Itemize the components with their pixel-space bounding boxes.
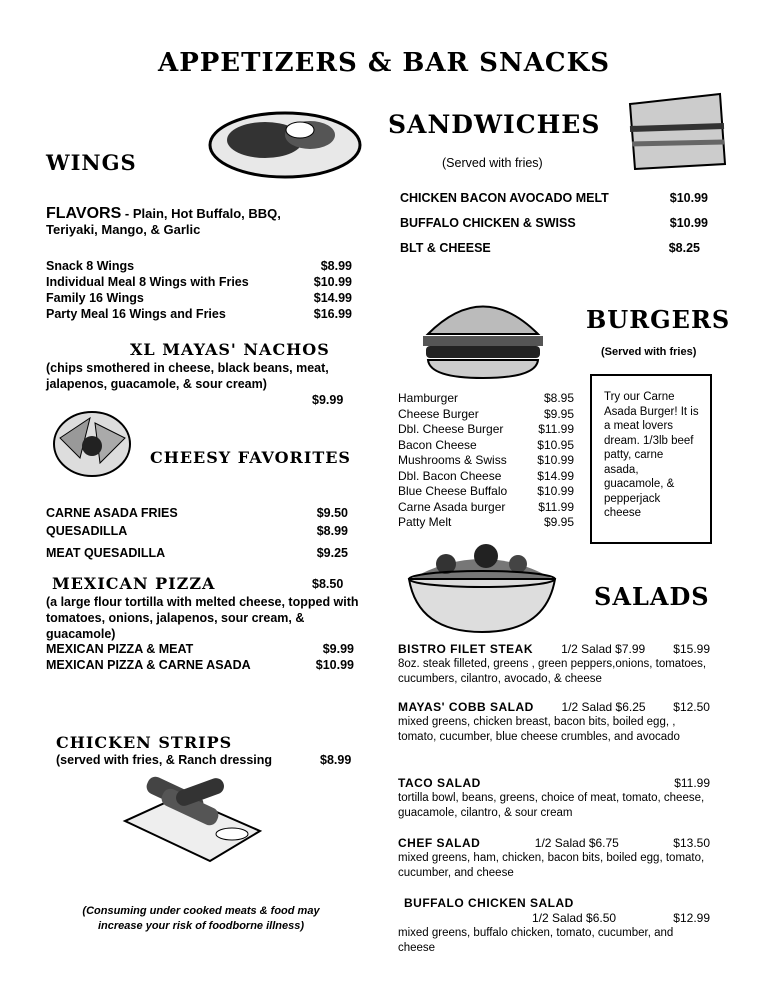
nachos-heading: XL MAYAS' NACHOS — [130, 340, 330, 359]
wings-plate-image — [205, 90, 365, 182]
list-item: BUFFALO CHICKEN SALAD 1/2 Salad $6.50 $12.99 mixed greens, buffalo chicken, tomato, cucumber, and cheese — [398, 896, 710, 954]
chicken-strips-image — [120, 776, 265, 866]
burgers-heading: BURGERS — [586, 305, 731, 334]
wings-list — [46, 258, 352, 322]
list-item: Cheese Burger $9.95 — [398, 406, 574, 421]
list-item: BUFFALO CHICKEN & SWISS $10.99 — [400, 216, 708, 230]
list-item: BISTRO FILET STEAK 1/2 Salad $7.99 $15.99 8oz. steak filleted, greens , green peppers,onions, tomatoes, cucumbers, cilantro, avocado, & cheese — [398, 642, 710, 685]
list-item: Hamburger $8.95 — [398, 391, 574, 405]
sandwiches-list — [400, 186, 708, 261]
strips-desc: (served with fries, & Ranch dressing — [56, 753, 273, 767]
cheesy-heading: CHEESY FAVORITES — [150, 448, 351, 467]
list-item: Individual Meal 8 Wings with Fries $10.99 — [46, 275, 352, 289]
pizza-desc: (a large flour tortilla with melted cheese, topped with tomatoes, onions, jalapenos, sour cream, & guacamole) — [46, 595, 359, 641]
cheesy-list — [46, 504, 348, 562]
strips-price: $8.99 — [320, 753, 352, 767]
list-item: Carne Asada burger $11.99 — [398, 499, 574, 514]
sandwiches-heading: SANDWICHES — [388, 110, 601, 139]
list-item: Family 16 Wings $14.99 — [46, 291, 352, 305]
nachos-image — [50, 408, 134, 480]
page-title: APPETIZERS & BAR SNACKS — [158, 48, 610, 78]
list-item: Blue Cheese Buffalo $10.99 — [398, 484, 574, 498]
list-item: Dbl. Bacon Cheese $14.99 — [398, 468, 574, 483]
pizza-price: $8.50 — [312, 577, 344, 591]
pizza-list — [46, 641, 354, 673]
nachos-desc: (chips smothered in cheese, black beans, meat, jalapenos, guacamole, & sour cream) — [46, 361, 329, 391]
flavors-text: - Plain, Hot Buffalo, BBQ, Teriyaki, Mango, & Garlic — [46, 206, 281, 237]
burgers-sub: (Served with fries) — [601, 346, 697, 358]
list-item: QUESADILLA $8.99 — [46, 524, 348, 538]
list-item: Mushrooms & Swiss $10.99 — [398, 453, 574, 467]
salads-heading: SALADS — [594, 582, 710, 611]
list-item: Snack 8 Wings $8.99 — [46, 259, 352, 273]
list-item: MAYAS' COBB SALAD 1/2 Salad $6.25 $12.50 mixed greens, chicken breast, bacon bits, boiled egg, , tomato, cucumber, blue cheese crumbles, and avocado — [398, 700, 710, 743]
sandwiches-sub: (Served with fries) — [442, 156, 543, 170]
salads-list — [398, 642, 710, 956]
burger-promo-box — [590, 374, 712, 544]
strips-heading: CHICKEN STRIPS — [56, 733, 233, 752]
sandwich-image — [620, 84, 732, 176]
list-item: MEXICAN PIZZA & CARNE ASADA $10.99 — [46, 658, 354, 672]
list-item: CHEF SALAD 1/2 Salad $6.75 $13.50 mixed greens, ham, chicken, bacon bits, boiled egg, tomato, cucumber, and cheese — [398, 836, 710, 879]
list-item: Dbl. Cheese Burger $11.99 — [398, 422, 574, 436]
wings-heading: WINGS — [46, 150, 137, 175]
list-item: CHICKEN BACON AVOCADO MELT $10.99 — [400, 191, 708, 205]
flavors-label: FLAVORS — [46, 205, 122, 222]
burgers-list — [398, 391, 574, 531]
list-item: MEAT QUESADILLA $9.25 — [46, 546, 348, 560]
list-item: Party Meal 16 Wings and Fries $16.99 — [46, 307, 352, 321]
list-item: TACO SALAD $11.99 tortilla bowl, beans, greens, choice of meat, tomato, cheese, guacamole, cilantro, & sour cream — [398, 776, 710, 819]
list-item: CARNE ASADA FRIES $9.50 — [46, 506, 348, 520]
salad-bowl-image — [406, 534, 558, 636]
wings-flavors — [46, 206, 296, 238]
list-item: Patty Melt $9.95 — [398, 515, 574, 529]
list-item: BLT & CHEESE $8.25 — [400, 241, 700, 255]
burger-image — [418, 284, 548, 382]
disclaimer: (Consuming under cooked meats & food may increase your risk of foodborne illness) — [82, 905, 320, 932]
nachos-price: $9.99 — [312, 393, 344, 407]
burger-promo-text: Try our Carne Asada Burger! It is a meat lovers dream. 1/3lb beef patty, carne asada, guacamole, & pepperjack cheese — [604, 391, 699, 519]
pizza-heading: MEXICAN PIZZA — [52, 574, 216, 593]
list-item: MEXICAN PIZZA & MEAT $9.99 — [46, 642, 354, 656]
list-item: Bacon Cheese $10.95 — [398, 437, 574, 452]
